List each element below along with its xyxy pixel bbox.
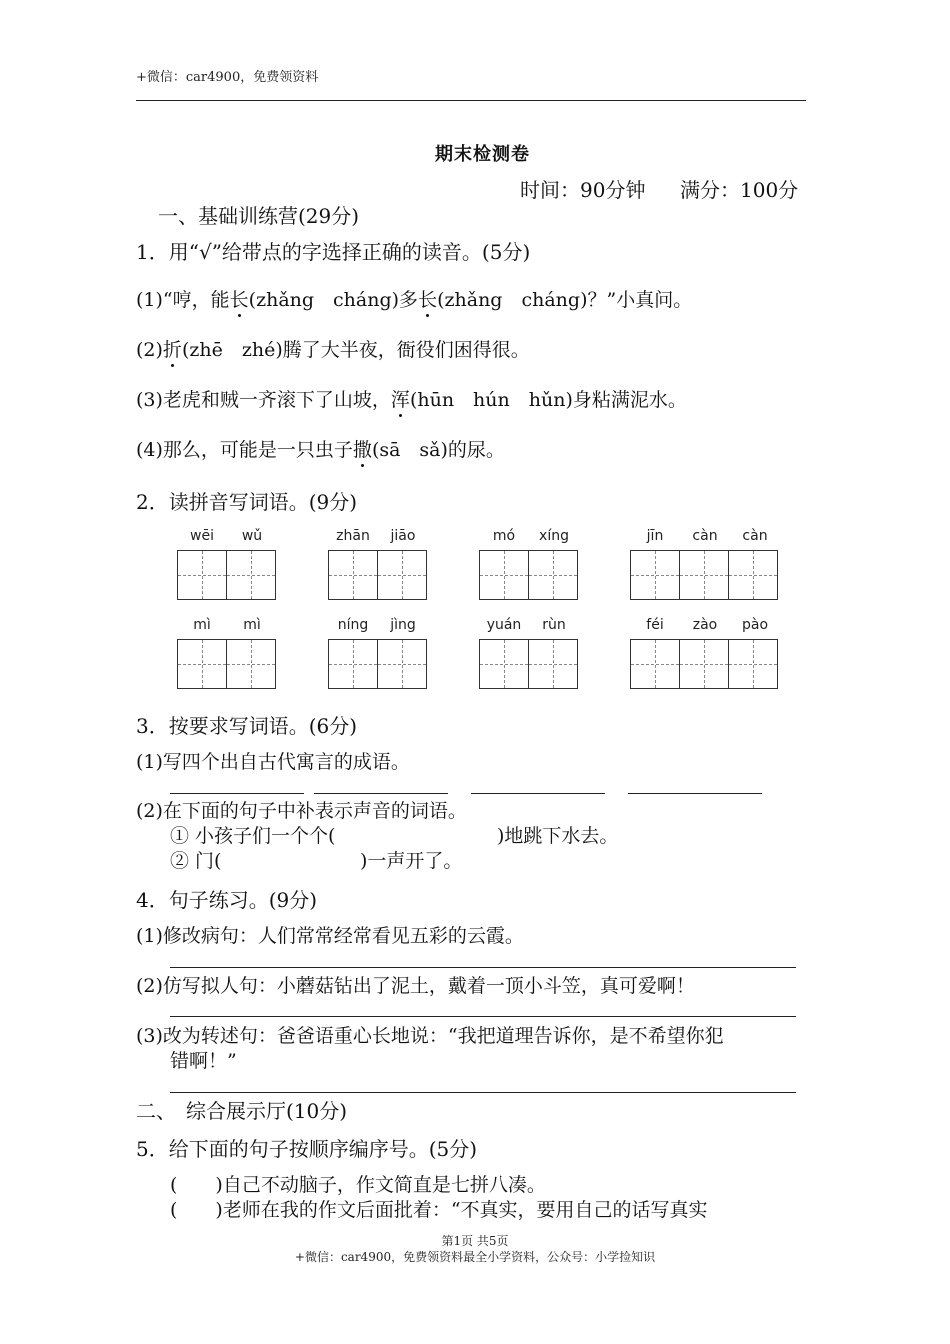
page-title: 期末检测卷 bbox=[435, 144, 530, 165]
answer-line[interactable] bbox=[170, 967, 796, 968]
pinyin-label: càn bbox=[742, 528, 768, 544]
pinyin-label: mì bbox=[243, 617, 261, 633]
writing-grid[interactable] bbox=[630, 550, 778, 600]
writing-grid[interactable] bbox=[328, 550, 427, 600]
pinyin-label: mó bbox=[492, 528, 516, 544]
writing-grid[interactable] bbox=[328, 639, 427, 689]
q5-line-1: ( )自己不动脑子，作文简直是七拼八凑。 bbox=[170, 1174, 546, 1196]
dotted-char: 折 bbox=[163, 335, 182, 362]
dotted-char: 长 bbox=[230, 285, 249, 312]
q3-sentence-2-start: ② 门( bbox=[170, 850, 222, 872]
header-text: +微信：car4900，免费领资料 bbox=[136, 70, 319, 85]
q1-item-3: (3)老虎和贼一齐滚下了山坡，浑(hūn hún hǔn)身粘满泥水。 bbox=[136, 385, 687, 412]
answer-line[interactable] bbox=[170, 793, 304, 794]
dotted-char: 长 bbox=[418, 285, 437, 312]
writing-grid[interactable] bbox=[479, 550, 578, 600]
pinyin-label: zào bbox=[692, 617, 718, 633]
q3-part-2: (2)在下面的句子中补表示声音的词语。 bbox=[136, 800, 467, 822]
q3-part-1: (1)写四个出自古代寓言的成语。 bbox=[136, 751, 410, 773]
header-divider bbox=[136, 100, 806, 101]
pinyin-label: jìng bbox=[390, 617, 416, 633]
q2-title: 2．读拼音写词语。(9分) bbox=[136, 490, 358, 514]
answer-line[interactable] bbox=[314, 793, 448, 794]
q4-part-3-cont: 错啊！” bbox=[170, 1050, 237, 1072]
q3-sentence-1-start: ① 小孩子们一个个( bbox=[170, 825, 336, 847]
pinyin-label: càn bbox=[692, 528, 718, 544]
pinyin-label: jiāo bbox=[390, 528, 416, 544]
answer-line[interactable] bbox=[628, 793, 762, 794]
pinyin-label: pào bbox=[741, 617, 769, 633]
q4-part-3: (3)改为转述句：爸爸语重心长地说：“我把道理告诉你，是不希望你犯 bbox=[136, 1025, 724, 1047]
q4-part-1: (1)修改病句：人们常常经常看见五彩的云霞。 bbox=[136, 925, 524, 947]
q1-item-4: (4)那么，可能是一只虫子撒(sā sǎ)的尿。 bbox=[136, 435, 505, 462]
writing-grid[interactable] bbox=[479, 639, 578, 689]
pinyin-label: zhān bbox=[336, 528, 370, 544]
q1-title: 1．用“√”给带点的字选择正确的读音。(5分) bbox=[136, 240, 531, 264]
pinyin-label: mì bbox=[193, 617, 211, 633]
writing-grid[interactable] bbox=[177, 639, 276, 689]
answer-line[interactable] bbox=[471, 793, 605, 794]
writing-grid[interactable] bbox=[177, 550, 276, 600]
writing-grid[interactable] bbox=[630, 639, 778, 689]
dotted-char: 撒 bbox=[353, 435, 372, 462]
pinyin-label: yuán bbox=[486, 617, 522, 633]
q4-title: 4．句子练习。(9分) bbox=[136, 888, 318, 912]
order-bracket[interactable]: ( ) bbox=[170, 1174, 223, 1196]
pinyin-label: níng bbox=[337, 617, 369, 633]
pinyin-label: rùn bbox=[542, 617, 566, 633]
pinyin-label: wǔ bbox=[241, 528, 263, 544]
answer-line[interactable] bbox=[170, 1092, 796, 1093]
section-1-heading: 一、基础训练营(29分) bbox=[158, 204, 360, 228]
answer-line[interactable] bbox=[170, 1016, 796, 1017]
q3-sentence-2-end: )一声开了。 bbox=[360, 850, 463, 872]
footer-text: +微信：car4900，免费领资料最全小学资料，公众号：小学捡知识 bbox=[294, 1250, 656, 1264]
q3-title: 3．按要求写词语。(6分) bbox=[136, 714, 358, 738]
q1-item-2: (2)折(zhē zhé)腾了大半夜，衙役们困得很。 bbox=[136, 335, 530, 362]
q3-sentence-1-end: )地跳下水去。 bbox=[497, 825, 619, 847]
exam-score: 满分：100分 bbox=[680, 178, 799, 202]
q5-title: 5．给下面的句子按顺序编序号。(5分) bbox=[136, 1137, 478, 1161]
pinyin-label: xíng bbox=[539, 528, 569, 544]
order-bracket[interactable]: ( ) bbox=[170, 1199, 223, 1221]
pinyin-label: wēi bbox=[190, 528, 214, 544]
exam-time: 时间：90分钟 bbox=[520, 178, 646, 202]
pinyin-label: jīn bbox=[646, 528, 664, 544]
q4-part-2: (2)仿写拟人句：小蘑菇钻出了泥土，戴着一顶小斗笠，真可爱啊！ bbox=[136, 975, 695, 997]
page-number: 第1页 共5页 bbox=[441, 1234, 509, 1248]
q1-item-1: (1)“哼，能长(zhǎng cháng)多长(zhǎng cháng)？”小真问。 bbox=[136, 285, 692, 312]
section-2-heading: 二、 综合展示厅(10分) bbox=[136, 1099, 348, 1123]
pinyin-label: féi bbox=[646, 617, 664, 633]
q5-line-2: ( )老师在我的作文后面批着：“不真实，要用自己的话写真实 bbox=[170, 1199, 708, 1221]
dotted-char: 浑 bbox=[391, 385, 410, 412]
